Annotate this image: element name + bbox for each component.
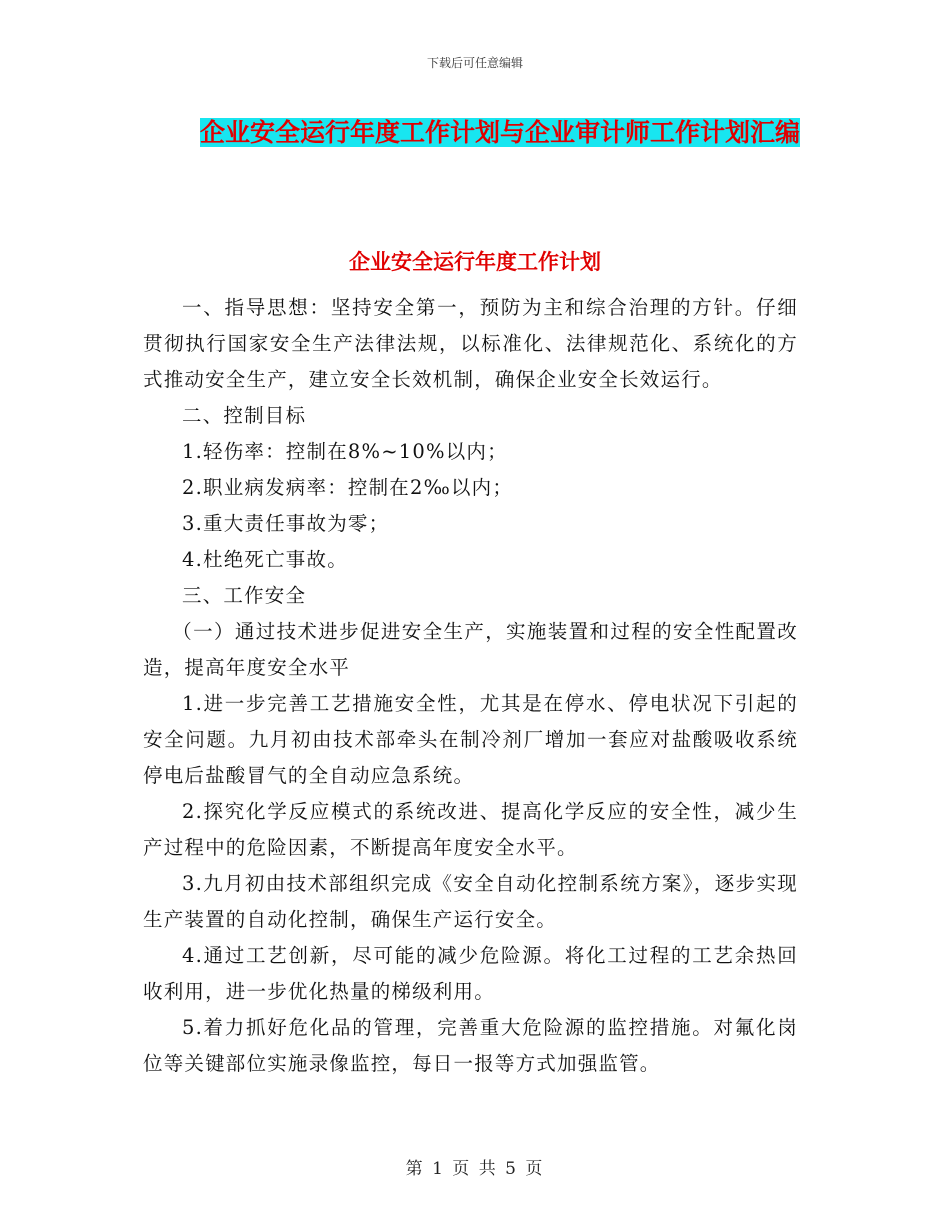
- paragraph-work-safety-heading: 三、工作安全: [182, 584, 307, 607]
- paragraph-guiding-idea: 一、指导思想：坚持安全第一，预防为主和综合治理的方针。仔细贯彻执行国家安全生产法律法规，以标准化、法律规范化、系统化的方式推动安全生产，建立安全长效机制，确保企业安全长效运行。: [143, 296, 798, 391]
- paragraph-item-2: 2.探究化学反应模式的系统改进、提高化学反应的安全性，减少生产过程中的危险因素，不断提高年度安全水平。: [143, 800, 798, 859]
- page-header-note: 下载后可任意编辑: [426, 56, 523, 70]
- paragraph-item-3: 3.九月初由技术部组织完成《安全自动化控制系统方案》，逐步实现生产装置的自动化控制，确保生产运行安全。: [143, 872, 798, 931]
- paragraph-goal-3: 3.重大责任事故为零；: [182, 512, 390, 535]
- page-footer: 第 1 页 共 5 页: [405, 1159, 545, 1179]
- paragraph-goal-1: 1.轻伤率：控制在8%~10%以内；: [182, 440, 508, 463]
- document-body: [143, 290, 798, 1082]
- paragraph-item-1: 1.进一步完善工艺措施安全性，尤其是在停水、停电状况下引起的安全问题。九月初由技术部牵头在制冷剂厂增加一套应对盐酸吸收系统停电后盐酸冒气的全自动应急系统。: [143, 692, 798, 787]
- paragraph-item-5: 5.着力抓好危化品的管理，完善重大危险源的监控措施。对氟化岗位等关键部位实施录像监控，每日一报等方式加强监管。: [143, 1016, 798, 1075]
- document-title: [195, 112, 805, 154]
- section-title: 企业安全运行年度工作计划: [349, 250, 601, 274]
- paragraph-subsection-1: （一）通过技术进步促进安全生产，实施装置和过程的安全性配置改造，提高年度安全水平: [143, 620, 798, 679]
- document-title-text: 企业安全运行年度工作计划与企业审计师工作计划汇编: [199, 118, 800, 147]
- paragraph-goal-2: 2.职业病发病率：控制在2‰以内；: [182, 476, 514, 499]
- paragraph-goal-4: 4.杜绝死亡事故。: [182, 548, 348, 571]
- paragraph-item-4: 4.通过工艺创新，尽可能的减少危险源。将化工过程的工艺余热回收利用，进一步优化热量的梯级利用。: [143, 944, 798, 1003]
- paragraph-control-goals-heading: 二、控制目标: [182, 404, 307, 427]
